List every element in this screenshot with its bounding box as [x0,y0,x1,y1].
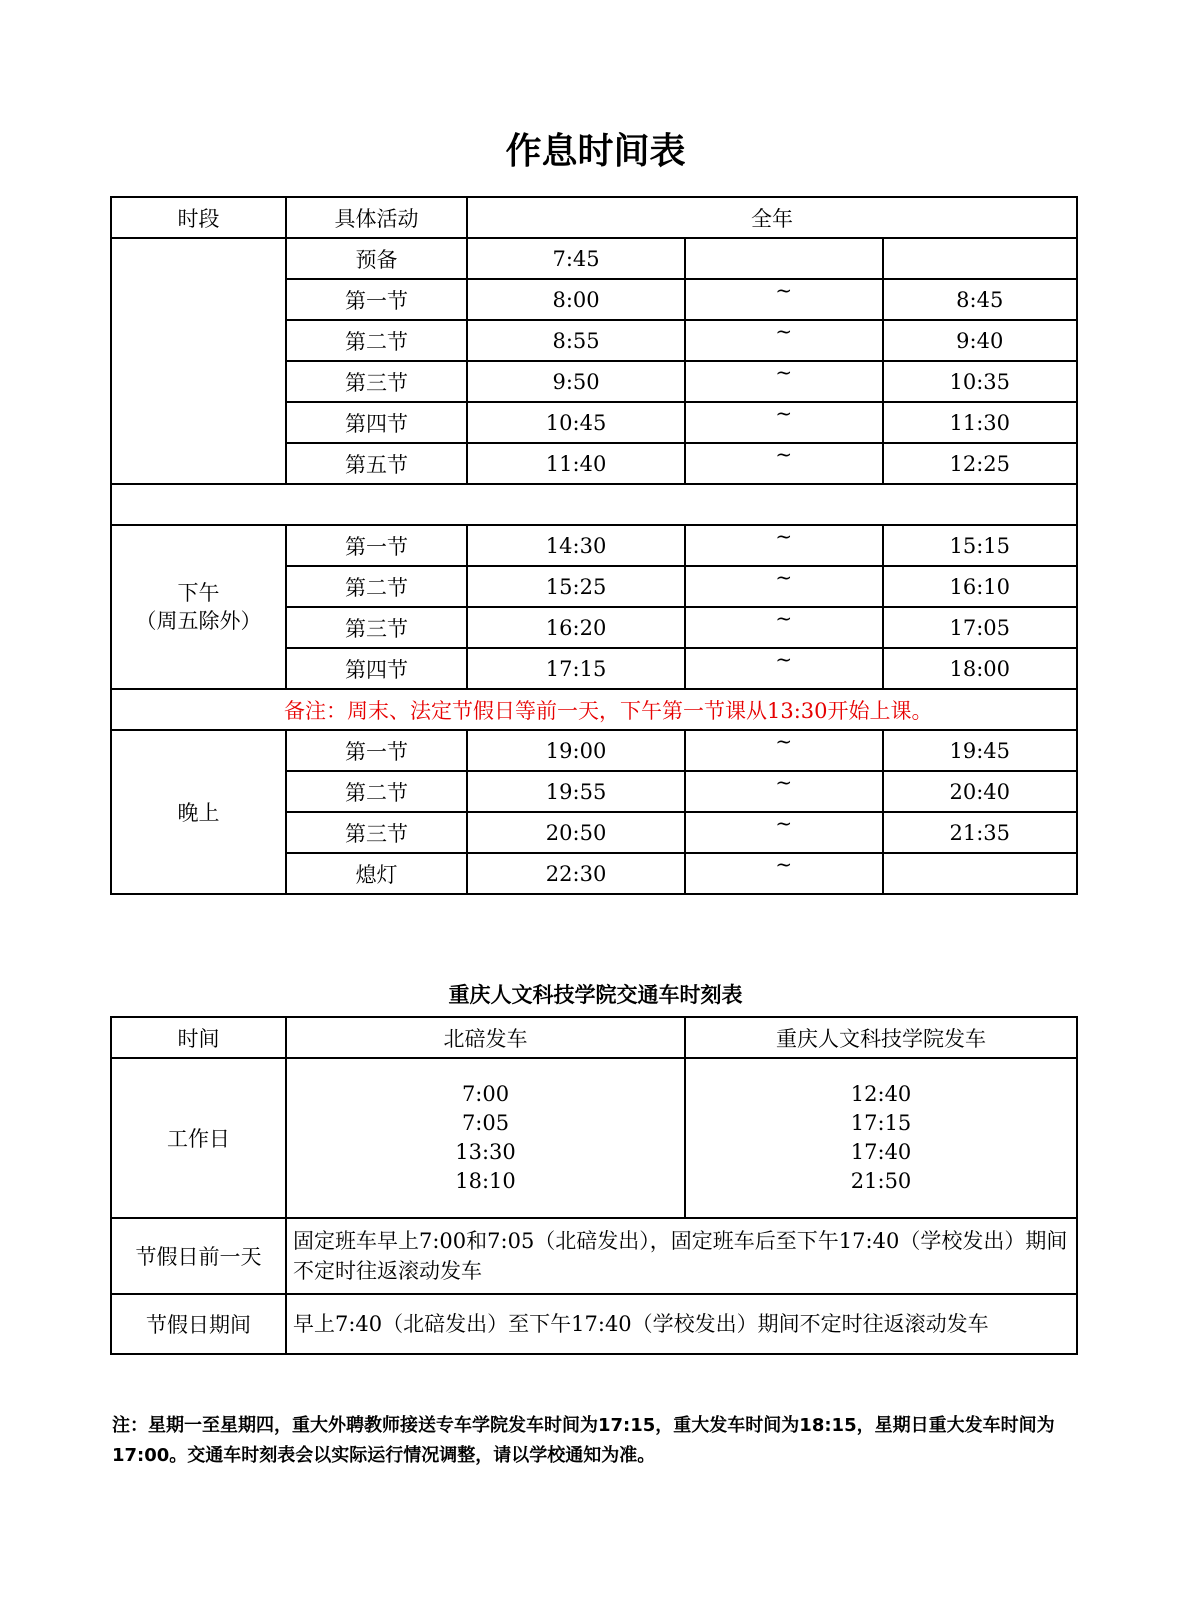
end-time-cell: 11:30 [883,402,1077,443]
separator-cell: ~ [685,771,882,812]
end-time-cell: 9:40 [883,320,1077,361]
bus-time: 7:00 [461,1082,510,1106]
end-time-cell: 21:35 [883,812,1077,853]
header-year: 全年 [467,197,1077,238]
activity-cell: 第二节 [286,320,467,361]
separator-cell: ~ [685,607,882,648]
bus-header-row [111,1017,1077,1058]
separator-cell: ~ [685,566,882,607]
bus-holiday-label: 节假日期间 [111,1294,286,1354]
separator-cell: ~ [685,443,882,484]
end-time-cell: 10:35 [883,361,1077,402]
header-activity: 具体活动 [286,197,467,238]
schedule-row-evening [111,730,1077,771]
bus-holiday-text: 早上7:40（北碚发出）至下午17:40（学校发出）期间不定时往返滚动发车 [286,1294,1077,1354]
period-cell-evening [111,730,286,894]
end-time-cell: 12:25 [883,443,1077,484]
bus-pre-holiday-row [111,1218,1077,1294]
separator-cell: ~ [685,812,882,853]
activity-cell: 第二节 [286,771,467,812]
bus-time: 7:05 [461,1111,510,1135]
end-time-cell: 17:05 [883,607,1077,648]
end-time-cell: 15:15 [883,525,1077,566]
end-time-cell: 8:45 [883,279,1077,320]
start-time-cell: 16:20 [467,607,685,648]
activity-cell: 第一节 [286,279,467,320]
note-row [111,689,1077,730]
start-time-cell: 15:25 [467,566,685,607]
activity-cell: 第四节 [286,648,467,689]
start-time-cell: 19:00 [467,730,685,771]
activity-cell: 第三节 [286,607,467,648]
afternoon-sublabel: （周五除外） [135,609,262,633]
separator-cell: ~ [685,320,882,361]
separator-cell: ~ [685,853,882,894]
bus-pre-holiday-text: 固定班车早上7:00和7:05（北碚发出），固定班车后至下午17:40（学校发出）期间不定时往返滚动发车 [286,1218,1077,1294]
bus-table [110,1016,1078,1355]
end-time-cell: 18:00 [883,648,1077,689]
afternoon-label: 下午 [177,581,220,605]
activity-cell: 第一节 [286,525,467,566]
evening-label: 晚上 [177,801,220,825]
bus-time: 13:30 [455,1140,516,1164]
separator-cell [685,238,882,279]
period-cell-afternoon [111,525,286,689]
end-time-cell: 16:10 [883,566,1077,607]
page-title: 作息时间表 [505,131,686,172]
bus-header-beibei: 北碚发车 [286,1017,685,1058]
separator-cell: ~ [685,279,882,320]
schedule-table [110,196,1078,895]
activity-cell: 预备 [286,238,467,279]
noon-break-row [111,484,1077,525]
header-period: 时段 [111,197,286,238]
activity-cell: 第三节 [286,812,467,853]
bus-workday-label: 工作日 [111,1058,286,1218]
footnote: 注：星期一至星期四，重大外聘教师接送专车学院发车时间为17:15，重大发车时间为18:15，星期日重大发车时间为17:00。交通车时刻表会以实际运行情况调整，请以学校通知为准。 [112,1415,1055,1466]
activity-cell: 第四节 [286,402,467,443]
start-time-cell: 8:55 [467,320,685,361]
bus-workday-row [111,1058,1077,1218]
start-time-cell: 17:15 [467,648,685,689]
separator-cell: ~ [685,361,882,402]
separator-cell: ~ [685,525,882,566]
start-time-cell: 9:50 [467,361,685,402]
start-time-cell: 8:00 [467,279,685,320]
activity-cell: 第三节 [286,361,467,402]
separator-cell: ~ [685,730,882,771]
start-time-cell: 14:30 [467,525,685,566]
activity-cell: 第五节 [286,443,467,484]
bus-header-time: 时间 [111,1017,286,1058]
bus-time: 21:50 [850,1169,912,1193]
schedule-row-afternoon [111,525,1077,566]
period-cell-morning [111,238,286,484]
start-time-cell: 10:45 [467,402,685,443]
schedule-row-morning [111,238,1077,279]
separator-cell: ~ [685,402,882,443]
bus-header-college: 重庆人文科技学院发车 [685,1017,1077,1058]
schedule-header-row [111,197,1077,238]
separator-cell: ~ [685,648,882,689]
bus-time: 17:40 [850,1140,912,1164]
bus-holiday-row [111,1294,1077,1354]
activity-cell: 第二节 [286,566,467,607]
activity-cell: 第一节 [286,730,467,771]
bus-time: 18:10 [455,1169,516,1193]
bus-workday-college-times [685,1058,1077,1218]
start-time-cell: 7:45 [467,238,685,279]
bus-time: 17:15 [850,1111,912,1135]
start-time-cell: 11:40 [467,443,685,484]
bus-title: 重庆人文科技学院交通车时刻表 [448,983,743,1007]
end-time-cell: 20:40 [883,771,1077,812]
schedule-note: 备注：周末、法定节假日等前一天，下午第一节课从13:30开始上课。 [111,689,1077,730]
start-time-cell: 19:55 [467,771,685,812]
bus-workday-beibei-times [286,1058,685,1218]
end-time-cell [883,853,1077,894]
start-time-cell: 20:50 [467,812,685,853]
end-time-cell: 19:45 [883,730,1077,771]
bus-time: 12:40 [850,1082,912,1106]
activity-cell: 熄灯 [286,853,467,894]
end-time-cell [883,238,1077,279]
bus-pre-holiday-label: 节假日前一天 [111,1218,286,1294]
noon-break-cell [111,484,1077,525]
start-time-cell: 22:30 [467,853,685,894]
